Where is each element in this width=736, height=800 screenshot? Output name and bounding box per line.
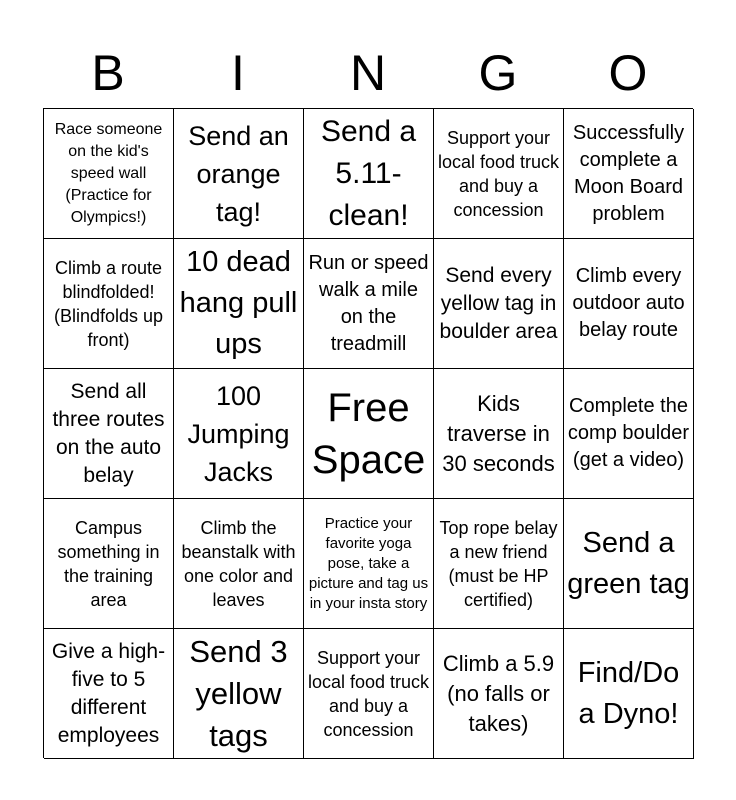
- cell-text: Free Space: [311, 385, 426, 482]
- cell-text: Race someone on the kid's speed wall (Practice for Olympics!): [54, 120, 163, 226]
- cell-text: Top rope belay a new friend (must be HP certified): [439, 517, 558, 610]
- bingo-cell[interactable]: [304, 499, 434, 629]
- cell-text: Complete the comp boulder (get a video): [567, 395, 690, 471]
- cell-text: Climb every outdoor auto belay route: [572, 265, 685, 341]
- bingo-cell[interactable]: [44, 629, 174, 759]
- cell-text: Send an orange tag!: [188, 120, 289, 227]
- cell-text: Find/Do a Dyno!: [577, 656, 680, 730]
- cell-text: Send 3 yellow tags: [189, 633, 288, 753]
- header-letter-g: G: [478, 45, 518, 101]
- cell-text: Practice your favorite yoga pose, take a picture and tag us in your insta story: [308, 514, 429, 612]
- cell-text: Support your local food truck and buy a concession: [307, 647, 430, 740]
- bingo-cell[interactable]: [434, 499, 564, 629]
- cell-text: Successfully complete a Moon Board problem: [572, 121, 685, 225]
- bingo-cell[interactable]: [434, 369, 564, 499]
- bingo-cell[interactable]: [44, 369, 174, 499]
- header-letter-i: I: [231, 45, 245, 101]
- cell-text: Send every yellow tag in boulder area: [439, 263, 558, 343]
- bingo-cell[interactable]: [564, 629, 694, 759]
- bingo-cell[interactable]: [564, 499, 694, 629]
- bingo-header: [43, 40, 693, 106]
- bingo-cell[interactable]: [304, 239, 434, 369]
- bingo-cell[interactable]: [564, 109, 694, 239]
- bingo-cell[interactable]: [434, 109, 564, 239]
- bingo-cell[interactable]: [564, 239, 694, 369]
- bingo-cell[interactable]: [174, 499, 304, 629]
- cell-text: Give a high-five to 5 different employees: [51, 639, 166, 747]
- header-letter-b: B: [91, 45, 125, 101]
- bingo-cell[interactable]: [434, 239, 564, 369]
- cell-text: Kids traverse in 30 seconds: [442, 390, 555, 476]
- header-letter-n: N: [349, 45, 387, 101]
- bingo-cell[interactable]: [304, 369, 434, 499]
- header-letter-o: O: [608, 45, 648, 101]
- bingo-cell[interactable]: [174, 629, 304, 759]
- cell-text: Climb the beanstalk with one color and leaves: [181, 517, 296, 610]
- bingo-cell[interactable]: [304, 629, 434, 759]
- cell-text: Send all three routes on the auto belay: [52, 379, 165, 487]
- bingo-cell[interactable]: [44, 239, 174, 369]
- cell-text: Send a green tag: [567, 526, 690, 600]
- cell-text: 10 dead hang pull ups: [179, 246, 298, 360]
- bingo-cell[interactable]: [44, 109, 174, 239]
- bingo-grid: [43, 108, 693, 758]
- cell-text: Campus something in the training area: [57, 517, 160, 610]
- bingo-cell[interactable]: [174, 239, 304, 369]
- cell-text: Support your local food truck and buy a concession: [437, 127, 560, 220]
- bingo-cell[interactable]: [304, 109, 434, 239]
- cell-text: Climb a route blindfolded! (Blindfolds up front): [53, 257, 164, 350]
- bingo-cell[interactable]: [174, 109, 304, 239]
- bingo-cell[interactable]: [174, 369, 304, 499]
- cell-text: 100 Jumping Jacks: [187, 380, 290, 487]
- cell-text: Run or speed walk a mile on the treadmill: [308, 251, 429, 355]
- cell-text: Send a 5.11-clean!: [320, 114, 417, 232]
- bingo-cell[interactable]: [434, 629, 564, 759]
- cell-text: Climb a 5.9 (no falls or takes): [442, 650, 555, 736]
- bingo-cell[interactable]: [44, 499, 174, 629]
- bingo-cell[interactable]: [564, 369, 694, 499]
